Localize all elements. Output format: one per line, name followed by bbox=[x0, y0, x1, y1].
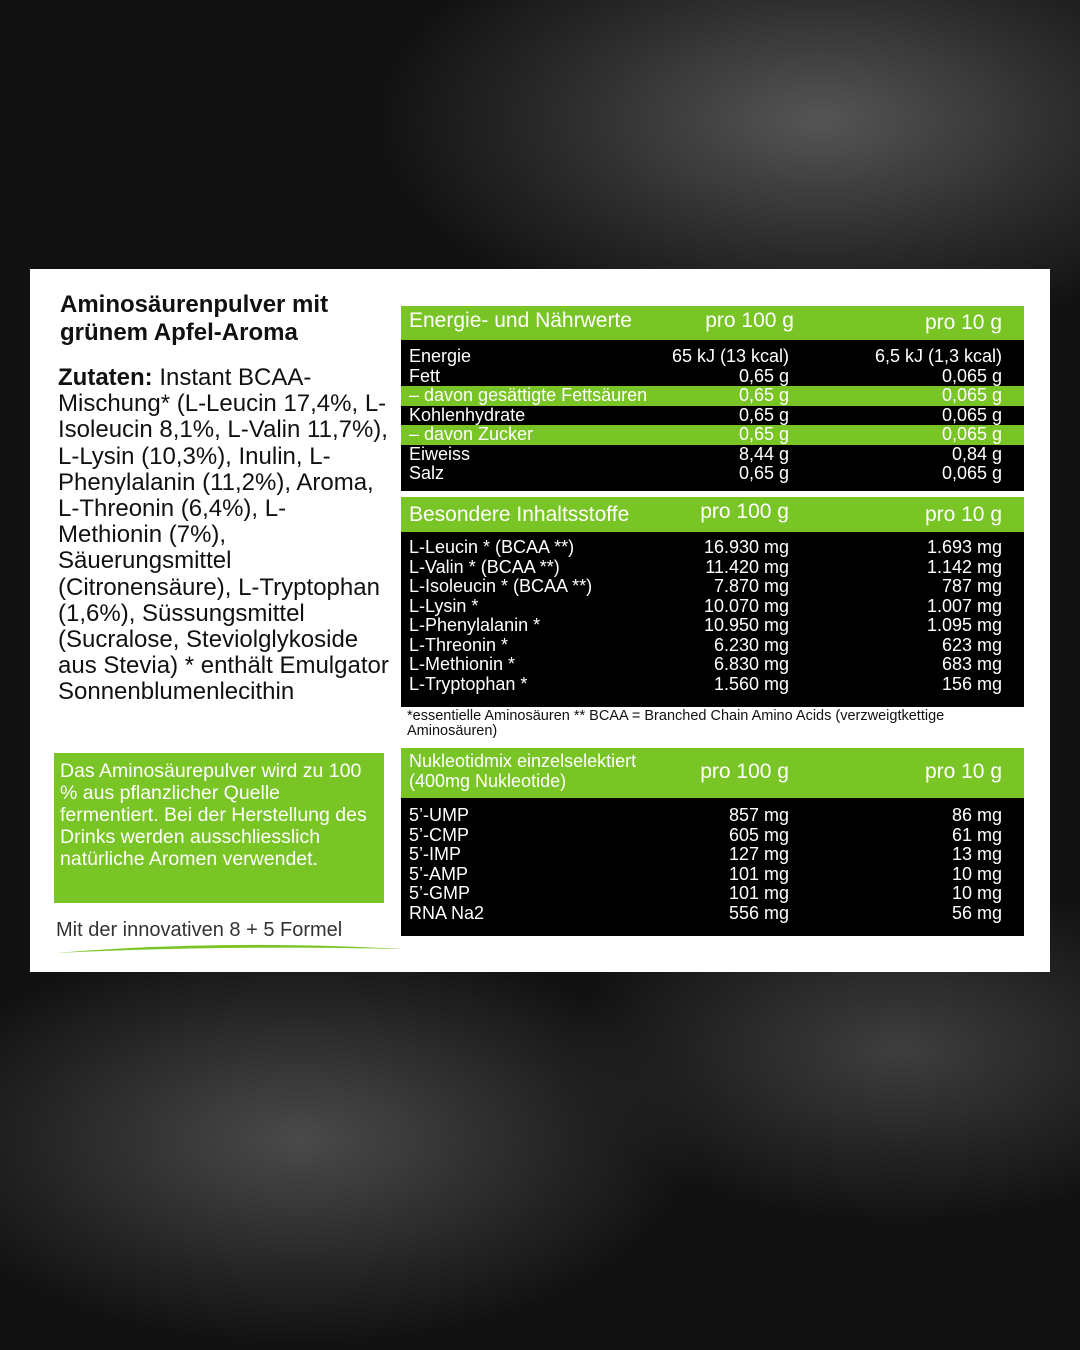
nutrition-rows bbox=[401, 340, 1024, 484]
row-label: L-Leucin * (BCAA **) bbox=[409, 537, 575, 557]
table-row bbox=[401, 636, 1024, 656]
special-header bbox=[401, 497, 1024, 532]
table-row bbox=[401, 904, 1024, 924]
nucleotide-header bbox=[401, 748, 1024, 798]
row-label: Kohlenhydrate bbox=[409, 404, 526, 425]
row-value-100g: 0,65 g bbox=[738, 385, 789, 405]
row-label: L-Methionin * bbox=[409, 654, 516, 674]
ingredients-label: Zutaten: bbox=[58, 364, 153, 391]
table-row bbox=[401, 597, 1024, 617]
table-row bbox=[401, 675, 1024, 695]
label-card bbox=[30, 269, 1050, 972]
table-row bbox=[401, 367, 1024, 387]
row-value-100g: 127 mg bbox=[728, 844, 789, 864]
row-value-10g: 156 mg bbox=[941, 673, 1002, 694]
row-value-10g: 1.142 mg bbox=[926, 556, 1002, 577]
table-row bbox=[401, 386, 1024, 406]
row-value-100g: 101 mg bbox=[728, 863, 789, 884]
row-value-10g: 10 mg bbox=[951, 863, 1002, 884]
nucleotide-col100: pro 100 g bbox=[700, 760, 789, 783]
ingredients-text bbox=[58, 365, 390, 706]
row-value-100g: 605 mg bbox=[728, 824, 789, 845]
row-label: L-Valin * (BCAA **) bbox=[409, 556, 560, 577]
nutrition-header-title: Energie- und Nährwerte bbox=[409, 309, 632, 332]
row-label: L-Threonin * bbox=[409, 634, 509, 655]
row-label: – davon Zucker bbox=[409, 424, 534, 444]
table-row bbox=[401, 806, 1024, 826]
row-value-100g: 0,65 g bbox=[738, 404, 789, 425]
row-label: – davon gesättigte Fettsäuren bbox=[409, 385, 648, 405]
special-rows bbox=[401, 532, 1024, 694]
row-value-100g: 0,65 g bbox=[738, 365, 789, 386]
row-value-10g: 623 mg bbox=[941, 634, 1002, 655]
row-value-10g: 683 mg bbox=[941, 654, 1002, 674]
special-col10: pro 10 g bbox=[924, 503, 1002, 526]
table-row bbox=[401, 445, 1024, 465]
row-value-100g: 10.950 mg bbox=[703, 615, 789, 635]
row-value-10g: 0,84 g bbox=[951, 443, 1002, 464]
nutrition-header bbox=[401, 306, 1024, 340]
nutrition-col100: pro 100 g bbox=[705, 309, 794, 332]
nucleotide-rows bbox=[401, 798, 1024, 923]
table-row bbox=[401, 826, 1024, 846]
row-value-10g: 1.693 mg bbox=[926, 537, 1002, 557]
amino-footnote: *essentielle Aminosäuren ** BCAA = Branched Chain Amino Acids (verzweigtkettige Aminosäuren) bbox=[407, 708, 945, 739]
ingredients-list: Instant BCAA-Mischung* (L-Leucin 17,4%, L-Isoleucin 8,1%, L-Valin 11,7%), L-Lysin (10,3%), Inulin, L-Phenylalanin (11,2%), Aroma, L-Threonin (6,4%), L-Methionin (7%), Säuerungsmittel (Citronensäure), L-Tryptophan (1,6%), Süssungsmittel (Sucralose, Steviolglykoside aus Stevia) * enthält Emulgator Sonnenblumenlecithin bbox=[58, 364, 389, 706]
formula-tagline: Mit der innovativen 8 + 5 Formel bbox=[56, 919, 343, 941]
row-label: RNA Na2 bbox=[409, 902, 485, 923]
row-label: L-Tryptophan * bbox=[409, 673, 528, 694]
special-table bbox=[401, 497, 1024, 707]
table-row bbox=[401, 558, 1024, 578]
nutrition-table bbox=[401, 306, 1024, 491]
row-value-100g: 8,44 g bbox=[738, 443, 789, 464]
row-value-100g: 556 mg bbox=[728, 902, 789, 923]
product-title: Aminosäurenpulver mit grünem Apfel-Aroma bbox=[60, 291, 329, 346]
row-value-100g: 65 kJ (13 kcal) bbox=[671, 346, 789, 366]
row-label: Fett bbox=[409, 365, 441, 386]
table-row bbox=[401, 464, 1024, 484]
nucleotide-table bbox=[401, 748, 1024, 936]
table-row bbox=[401, 865, 1024, 885]
nucleotide-col10: pro 10 g bbox=[924, 760, 1002, 783]
row-value-100g: 0,65 g bbox=[738, 463, 789, 483]
table-row bbox=[401, 347, 1024, 367]
row-value-10g: 0,065 g bbox=[941, 463, 1002, 483]
nucleotide-header-line1: Nukleotidmix einzelselektiert bbox=[409, 751, 637, 771]
special-col100: pro 100 g bbox=[700, 500, 789, 523]
nucleotide-header-title bbox=[409, 751, 636, 791]
table-row bbox=[401, 538, 1024, 558]
row-label: L-Isoleucin * (BCAA **) bbox=[409, 576, 593, 596]
special-header-title: Besondere Inhaltsstoffe bbox=[409, 503, 630, 526]
row-label: Energie bbox=[409, 346, 472, 366]
nutrition-col10: pro 10 g bbox=[924, 311, 1002, 334]
row-value-10g: 0,065 g bbox=[941, 404, 1002, 425]
table-row bbox=[401, 577, 1024, 597]
row-value-100g: 16.930 mg bbox=[703, 537, 789, 557]
row-value-100g: 6.230 mg bbox=[713, 634, 789, 655]
row-value-100g: 10.070 mg bbox=[703, 595, 789, 616]
row-label: 5’-IMP bbox=[409, 844, 462, 864]
row-value-10g: 1.095 mg bbox=[926, 615, 1002, 635]
row-value-10g: 10 mg bbox=[951, 883, 1002, 903]
row-value-100g: 7.870 mg bbox=[713, 576, 789, 596]
row-value-10g: 56 mg bbox=[951, 902, 1002, 923]
table-row bbox=[401, 845, 1024, 865]
row-value-100g: 6.830 mg bbox=[713, 654, 789, 674]
row-label: 5’-CMP bbox=[409, 824, 470, 845]
row-value-100g: 11.420 mg bbox=[705, 556, 789, 577]
row-label: Eiweiss bbox=[409, 443, 471, 464]
table-row bbox=[401, 616, 1024, 636]
row-label: 5’-AMP bbox=[409, 863, 469, 884]
row-label: L-Phenylalanin * bbox=[409, 615, 541, 635]
table-row bbox=[401, 425, 1024, 445]
row-value-100g: 101 mg bbox=[728, 883, 789, 903]
row-value-100g: 0,65 g bbox=[738, 424, 789, 444]
table-row bbox=[401, 884, 1024, 904]
row-value-10g: 86 mg bbox=[951, 805, 1002, 825]
row-value-10g: 0,065 g bbox=[941, 424, 1002, 444]
row-label: 5’-UMP bbox=[409, 805, 470, 825]
row-value-10g: 13 mg bbox=[951, 844, 1002, 864]
row-value-10g: 0,065 g bbox=[941, 365, 1002, 386]
table-row bbox=[401, 406, 1024, 426]
row-value-100g: 857 mg bbox=[728, 805, 789, 825]
nucleotide-header-line2: (400mg Nukleotide) bbox=[409, 771, 567, 791]
row-label: L-Lysin * bbox=[409, 595, 479, 616]
row-value-100g: 1.560 mg bbox=[713, 673, 789, 694]
row-label: 5’-GMP bbox=[409, 883, 471, 903]
swoosh-underline bbox=[54, 941, 404, 957]
row-value-10g: 1.007 mg bbox=[926, 595, 1002, 616]
table-row bbox=[401, 655, 1024, 675]
row-label: Salz bbox=[409, 463, 445, 483]
row-value-10g: 61 mg bbox=[951, 824, 1002, 845]
fermentation-note: Das Aminosäurepulver wird zu 100 % aus pflanzlicher Quelle fermentiert. Bei der Herstellung des Drinks werden ausschliesslich natürliche Aromen verwendet. bbox=[54, 753, 384, 903]
row-value-10g: 787 mg bbox=[941, 576, 1002, 596]
row-value-10g: 6,5 kJ (1,3 kcal) bbox=[874, 346, 1002, 366]
row-value-10g: 0,065 g bbox=[941, 385, 1002, 405]
